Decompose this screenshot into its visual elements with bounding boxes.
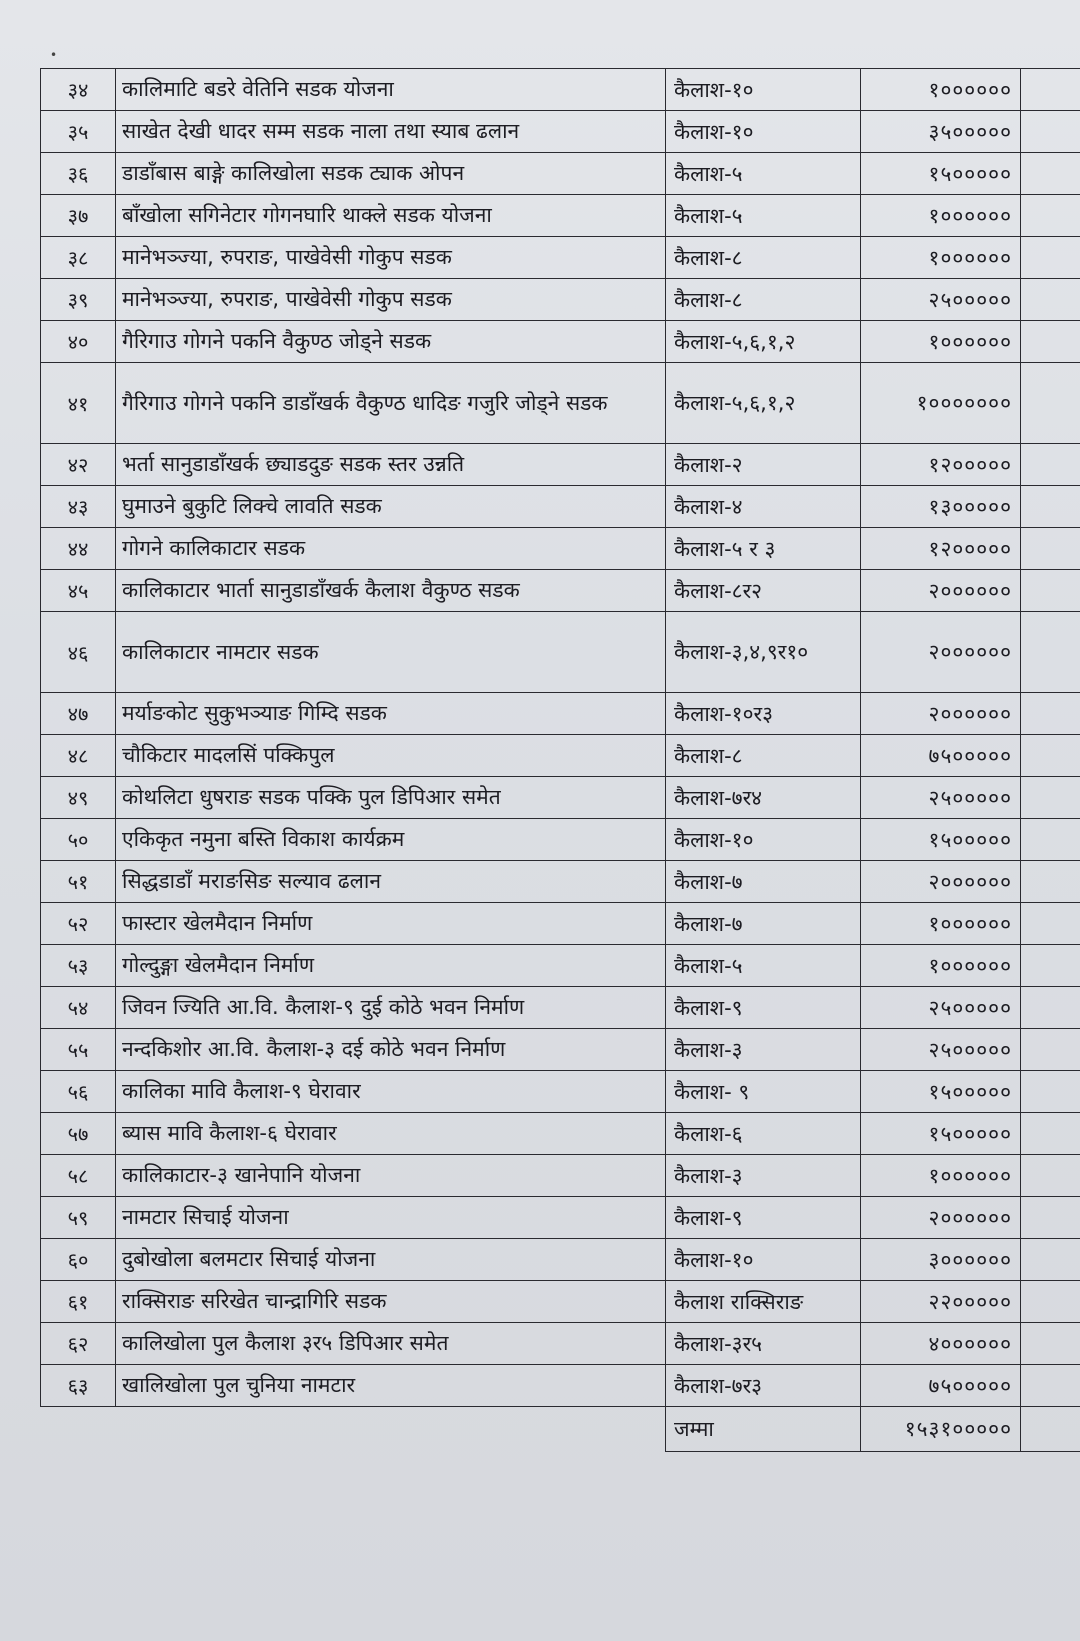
table-body <box>41 69 1080 1452</box>
total-label-cell: जम्मा <box>666 1407 861 1452</box>
ward-cell: कैलाश राक्सिराङ <box>666 1281 861 1323</box>
amount-cell: १५००००० <box>861 819 1021 861</box>
table-row <box>41 777 1080 819</box>
ward-cell: कैलाश-१० <box>666 111 861 153</box>
project-budget-table <box>40 68 1080 1452</box>
amount-cell: १००००००० <box>861 363 1021 444</box>
table-row <box>41 279 1080 321</box>
trailing-cell <box>1021 1323 1080 1365</box>
serial-number-cell: ४० <box>41 321 116 363</box>
ward-cell: कैलाश-७ <box>666 903 861 945</box>
project-name-cell: कालिकाटार भार्ता सानुडाडाँखर्क कैलाश वैकुण्ठ सडक <box>116 570 666 612</box>
trailing-cell <box>1021 111 1080 153</box>
table-row <box>41 195 1080 237</box>
project-name-cell: नामटार सिचाई योजना <box>116 1197 666 1239</box>
serial-number-cell: ३४ <box>41 69 116 111</box>
trailing-cell <box>1021 903 1080 945</box>
serial-number-cell: ३५ <box>41 111 116 153</box>
project-name-cell: मानेभञ्ज्या, रुपराङ, पाखेवेसी गोकुप सडक <box>116 237 666 279</box>
project-name-cell: नन्दकिशोर आ.वि. कैलाश-३ दई कोठे भवन निर्माण <box>116 1029 666 1071</box>
amount-cell: २५००००० <box>861 1029 1021 1071</box>
amount-cell: ३०००००० <box>861 1239 1021 1281</box>
ward-cell: कैलाश-२ <box>666 444 861 486</box>
serial-number-cell: ३६ <box>41 153 116 195</box>
ward-cell: कैलाश-३ <box>666 1029 861 1071</box>
amount-cell: २५००००० <box>861 279 1021 321</box>
project-name-cell: कालिखोला पुल कैलाश ३र५ डिपिआर समेत <box>116 1323 666 1365</box>
trailing-cell <box>1021 1071 1080 1113</box>
table-row <box>41 903 1080 945</box>
table-row <box>41 987 1080 1029</box>
amount-cell: २५००००० <box>861 777 1021 819</box>
project-name-cell: कोथलिटा धुषराङ सडक पक्कि पुल डिपिआर समेत <box>116 777 666 819</box>
project-name-cell: दुबोखोला बलमटार सिचाई योजना <box>116 1239 666 1281</box>
project-name-cell: राक्सिराङ सरिखेत चान्द्रागिरि सडक <box>116 1281 666 1323</box>
amount-cell: २०००००० <box>861 1197 1021 1239</box>
table-row <box>41 444 1080 486</box>
project-name-cell: जिवन ज्यिति आ.वि. कैलाश-९ दुई कोठे भवन निर्माण <box>116 987 666 1029</box>
serial-number-cell: ५१ <box>41 861 116 903</box>
project-name-cell: एकिकृत नमुना बस्ति विकाश कार्यक्रम <box>116 819 666 861</box>
trailing-cell <box>1021 279 1080 321</box>
table-row <box>41 69 1080 111</box>
trailing-cell <box>1021 735 1080 777</box>
trailing-cell <box>1021 1197 1080 1239</box>
trailing-cell <box>1021 861 1080 903</box>
trailing-cell <box>1021 69 1080 111</box>
amount-cell: १०००००० <box>861 945 1021 987</box>
amount-cell: १५००००० <box>861 153 1021 195</box>
trailing-cell <box>1021 1239 1080 1281</box>
table-row <box>41 1029 1080 1071</box>
serial-number-cell: ४२ <box>41 444 116 486</box>
amount-cell: २०००००० <box>861 693 1021 735</box>
project-name-cell: गोल्दुङ्गा खेलमैदान निर्माण <box>116 945 666 987</box>
ward-cell: कैलाश-५,६,१,२ <box>666 363 861 444</box>
table-row <box>41 570 1080 612</box>
project-name-cell: मर्याङकोट सुकुभञ्याङ गिम्दि सडक <box>116 693 666 735</box>
ward-cell: कैलाश-७र३ <box>666 1365 861 1407</box>
ward-cell: कैलाश-१० <box>666 819 861 861</box>
amount-cell: १५००००० <box>861 1113 1021 1155</box>
trailing-cell <box>1021 444 1080 486</box>
trailing-cell <box>1021 1407 1080 1452</box>
ward-cell: कैलाश-५ र ३ <box>666 528 861 570</box>
project-name-cell: फास्टार खेलमैदान निर्माण <box>116 903 666 945</box>
amount-cell: ४०००००० <box>861 1323 1021 1365</box>
table-row <box>41 153 1080 195</box>
serial-number-cell: ३९ <box>41 279 116 321</box>
serial-number-cell: ५४ <box>41 987 116 1029</box>
table-row <box>41 321 1080 363</box>
trailing-cell <box>1021 693 1080 735</box>
trailing-cell <box>1021 321 1080 363</box>
project-name-cell: बाँखोला सगिनेटार गोगनघारि थाक्ले सडक योजना <box>116 195 666 237</box>
amount-cell: २०००००० <box>861 570 1021 612</box>
amount-cell: २२००००० <box>861 1281 1021 1323</box>
serial-number-cell: ३७ <box>41 195 116 237</box>
serial-number-cell: ४३ <box>41 486 116 528</box>
ward-cell: कैलाश-५ <box>666 195 861 237</box>
ward-cell: कैलाश-१० <box>666 69 861 111</box>
amount-cell: २०००००० <box>861 861 1021 903</box>
ward-cell: कैलाश-७र४ <box>666 777 861 819</box>
trailing-cell <box>1021 570 1080 612</box>
serial-number-cell: ५८ <box>41 1155 116 1197</box>
project-name-cell: भर्ता सानुडाडाँखर्क छ्याडदुङ सडक स्तर उन्नति <box>116 444 666 486</box>
blank-cell <box>41 1407 666 1452</box>
table-row <box>41 861 1080 903</box>
serial-number-cell: ५० <box>41 819 116 861</box>
corner-mark: • <box>50 48 58 62</box>
table-row <box>41 1323 1080 1365</box>
serial-number-cell: ३८ <box>41 237 116 279</box>
serial-number-cell: ४९ <box>41 777 116 819</box>
table-row <box>41 1197 1080 1239</box>
project-name-cell: गोगने कालिकाटार सडक <box>116 528 666 570</box>
trailing-cell <box>1021 528 1080 570</box>
ward-cell: कैलाश-८ <box>666 237 861 279</box>
table-row <box>41 237 1080 279</box>
trailing-cell <box>1021 777 1080 819</box>
ward-cell: कैलाश-३,४,९र१० <box>666 612 861 693</box>
project-name-cell: ब्यास मावि कैलाश-६ घेरावार <box>116 1113 666 1155</box>
table-row <box>41 1113 1080 1155</box>
serial-number-cell: ६० <box>41 1239 116 1281</box>
ward-cell: कैलाश-९ <box>666 987 861 1029</box>
table-row <box>41 111 1080 153</box>
ward-cell: कैलाश-७ <box>666 861 861 903</box>
project-name-cell: सिद्धडाडाँ मराङसिङ सल्याव ढलान <box>116 861 666 903</box>
table-row <box>41 735 1080 777</box>
serial-number-cell: ५९ <box>41 1197 116 1239</box>
project-name-cell: खालिखोला पुल चुनिया नामटार <box>116 1365 666 1407</box>
amount-cell: १०००००० <box>861 195 1021 237</box>
trailing-cell <box>1021 1029 1080 1071</box>
trailing-cell <box>1021 486 1080 528</box>
ward-cell: कैलाश- ९ <box>666 1071 861 1113</box>
trailing-cell <box>1021 153 1080 195</box>
table-row <box>41 1281 1080 1323</box>
project-name-cell: कालिमाटि बडरे वेतिनि सडक योजना <box>116 69 666 111</box>
ward-cell: कैलाश-१०र३ <box>666 693 861 735</box>
amount-cell: २५००००० <box>861 987 1021 1029</box>
trailing-cell <box>1021 945 1080 987</box>
ward-cell: कैलाश-८ <box>666 279 861 321</box>
amount-cell: २०००००० <box>861 612 1021 693</box>
table-row <box>41 1071 1080 1113</box>
serial-number-cell: ६३ <box>41 1365 116 1407</box>
amount-cell: १०००००० <box>861 321 1021 363</box>
ward-cell: कैलाश-८र२ <box>666 570 861 612</box>
ward-cell: कैलाश-५ <box>666 945 861 987</box>
serial-number-cell: ४६ <box>41 612 116 693</box>
ward-cell: कैलाश-४ <box>666 486 861 528</box>
total-amount-cell: १५३१००००० <box>861 1407 1021 1452</box>
trailing-cell <box>1021 987 1080 1029</box>
serial-number-cell: ५७ <box>41 1113 116 1155</box>
trailing-cell <box>1021 819 1080 861</box>
amount-cell: ३५००००० <box>861 111 1021 153</box>
table-row <box>41 693 1080 735</box>
ward-cell: कैलाश-३र५ <box>666 1323 861 1365</box>
amount-cell: १०००००० <box>861 237 1021 279</box>
table-row <box>41 363 1080 444</box>
table-row <box>41 612 1080 693</box>
trailing-cell <box>1021 1113 1080 1155</box>
amount-cell: १२००००० <box>861 528 1021 570</box>
project-name-cell: मानेभञ्ज्या, रुपराङ, पाखेवेसी गोकुप सडक <box>116 279 666 321</box>
project-name-cell: गैरिगाउ गोगने पकनि वैकुण्ठ जोड्ने सडक <box>116 321 666 363</box>
amount-cell: १०००००० <box>861 1155 1021 1197</box>
serial-number-cell: ४१ <box>41 363 116 444</box>
ward-cell: कैलाश-५,६,१,२ <box>666 321 861 363</box>
trailing-cell <box>1021 195 1080 237</box>
amount-cell: ७५००००० <box>861 1365 1021 1407</box>
project-name-cell: गैरिगाउ गोगने पकनि डाडाँखर्क वैकुण्ठ धादिङ गजुरि जोड्ने सडक <box>116 363 666 444</box>
amount-cell: १३००००० <box>861 486 1021 528</box>
trailing-cell <box>1021 1155 1080 1197</box>
project-name-cell: कालिका मावि कैलाश-९ घेरावार <box>116 1071 666 1113</box>
project-name-cell: डाडाँबास बाङ्गे कालिखोला सडक ट्याक ओपन <box>116 153 666 195</box>
table-row <box>41 528 1080 570</box>
trailing-cell <box>1021 1281 1080 1323</box>
project-name-cell: घुमाउने बुकुटि लिक्चे लावति सडक <box>116 486 666 528</box>
amount-cell: ७५००००० <box>861 735 1021 777</box>
serial-number-cell: ४५ <box>41 570 116 612</box>
ward-cell: कैलाश-५ <box>666 153 861 195</box>
amount-cell: १२००००० <box>861 444 1021 486</box>
ward-cell: कैलाश-१० <box>666 1239 861 1281</box>
amount-cell: १५००००० <box>861 1071 1021 1113</box>
ward-cell: कैलाश-८ <box>666 735 861 777</box>
serial-number-cell: ६१ <box>41 1281 116 1323</box>
table-row <box>41 486 1080 528</box>
table-row <box>41 1155 1080 1197</box>
serial-number-cell: ४७ <box>41 693 116 735</box>
table-row <box>41 819 1080 861</box>
trailing-cell <box>1021 237 1080 279</box>
trailing-cell <box>1021 1365 1080 1407</box>
serial-number-cell: ५२ <box>41 903 116 945</box>
serial-number-cell: ४४ <box>41 528 116 570</box>
serial-number-cell: ५६ <box>41 1071 116 1113</box>
amount-cell: १०००००० <box>861 903 1021 945</box>
table-row <box>41 945 1080 987</box>
trailing-cell <box>1021 612 1080 693</box>
table-row <box>41 1365 1080 1407</box>
ward-cell: कैलाश-६ <box>666 1113 861 1155</box>
ward-cell: कैलाश-९ <box>666 1197 861 1239</box>
serial-number-cell: ५३ <box>41 945 116 987</box>
amount-cell: १०००००० <box>861 69 1021 111</box>
serial-number-cell: ५५ <box>41 1029 116 1071</box>
serial-number-cell: ६२ <box>41 1323 116 1365</box>
trailing-cell <box>1021 363 1080 444</box>
project-name-cell: चौकिटार मादलसिं पक्किपुल <box>116 735 666 777</box>
ward-cell: कैलाश-३ <box>666 1155 861 1197</box>
project-name-cell: साखेत देखी धादर सम्म सडक नाला तथा स्याब ढलान <box>116 111 666 153</box>
total-row <box>41 1407 1080 1452</box>
table-row <box>41 1239 1080 1281</box>
project-name-cell: कालिकाटार नामटार सडक <box>116 612 666 693</box>
project-name-cell: कालिकाटार-३ खानेपानि योजना <box>116 1155 666 1197</box>
serial-number-cell: ४८ <box>41 735 116 777</box>
